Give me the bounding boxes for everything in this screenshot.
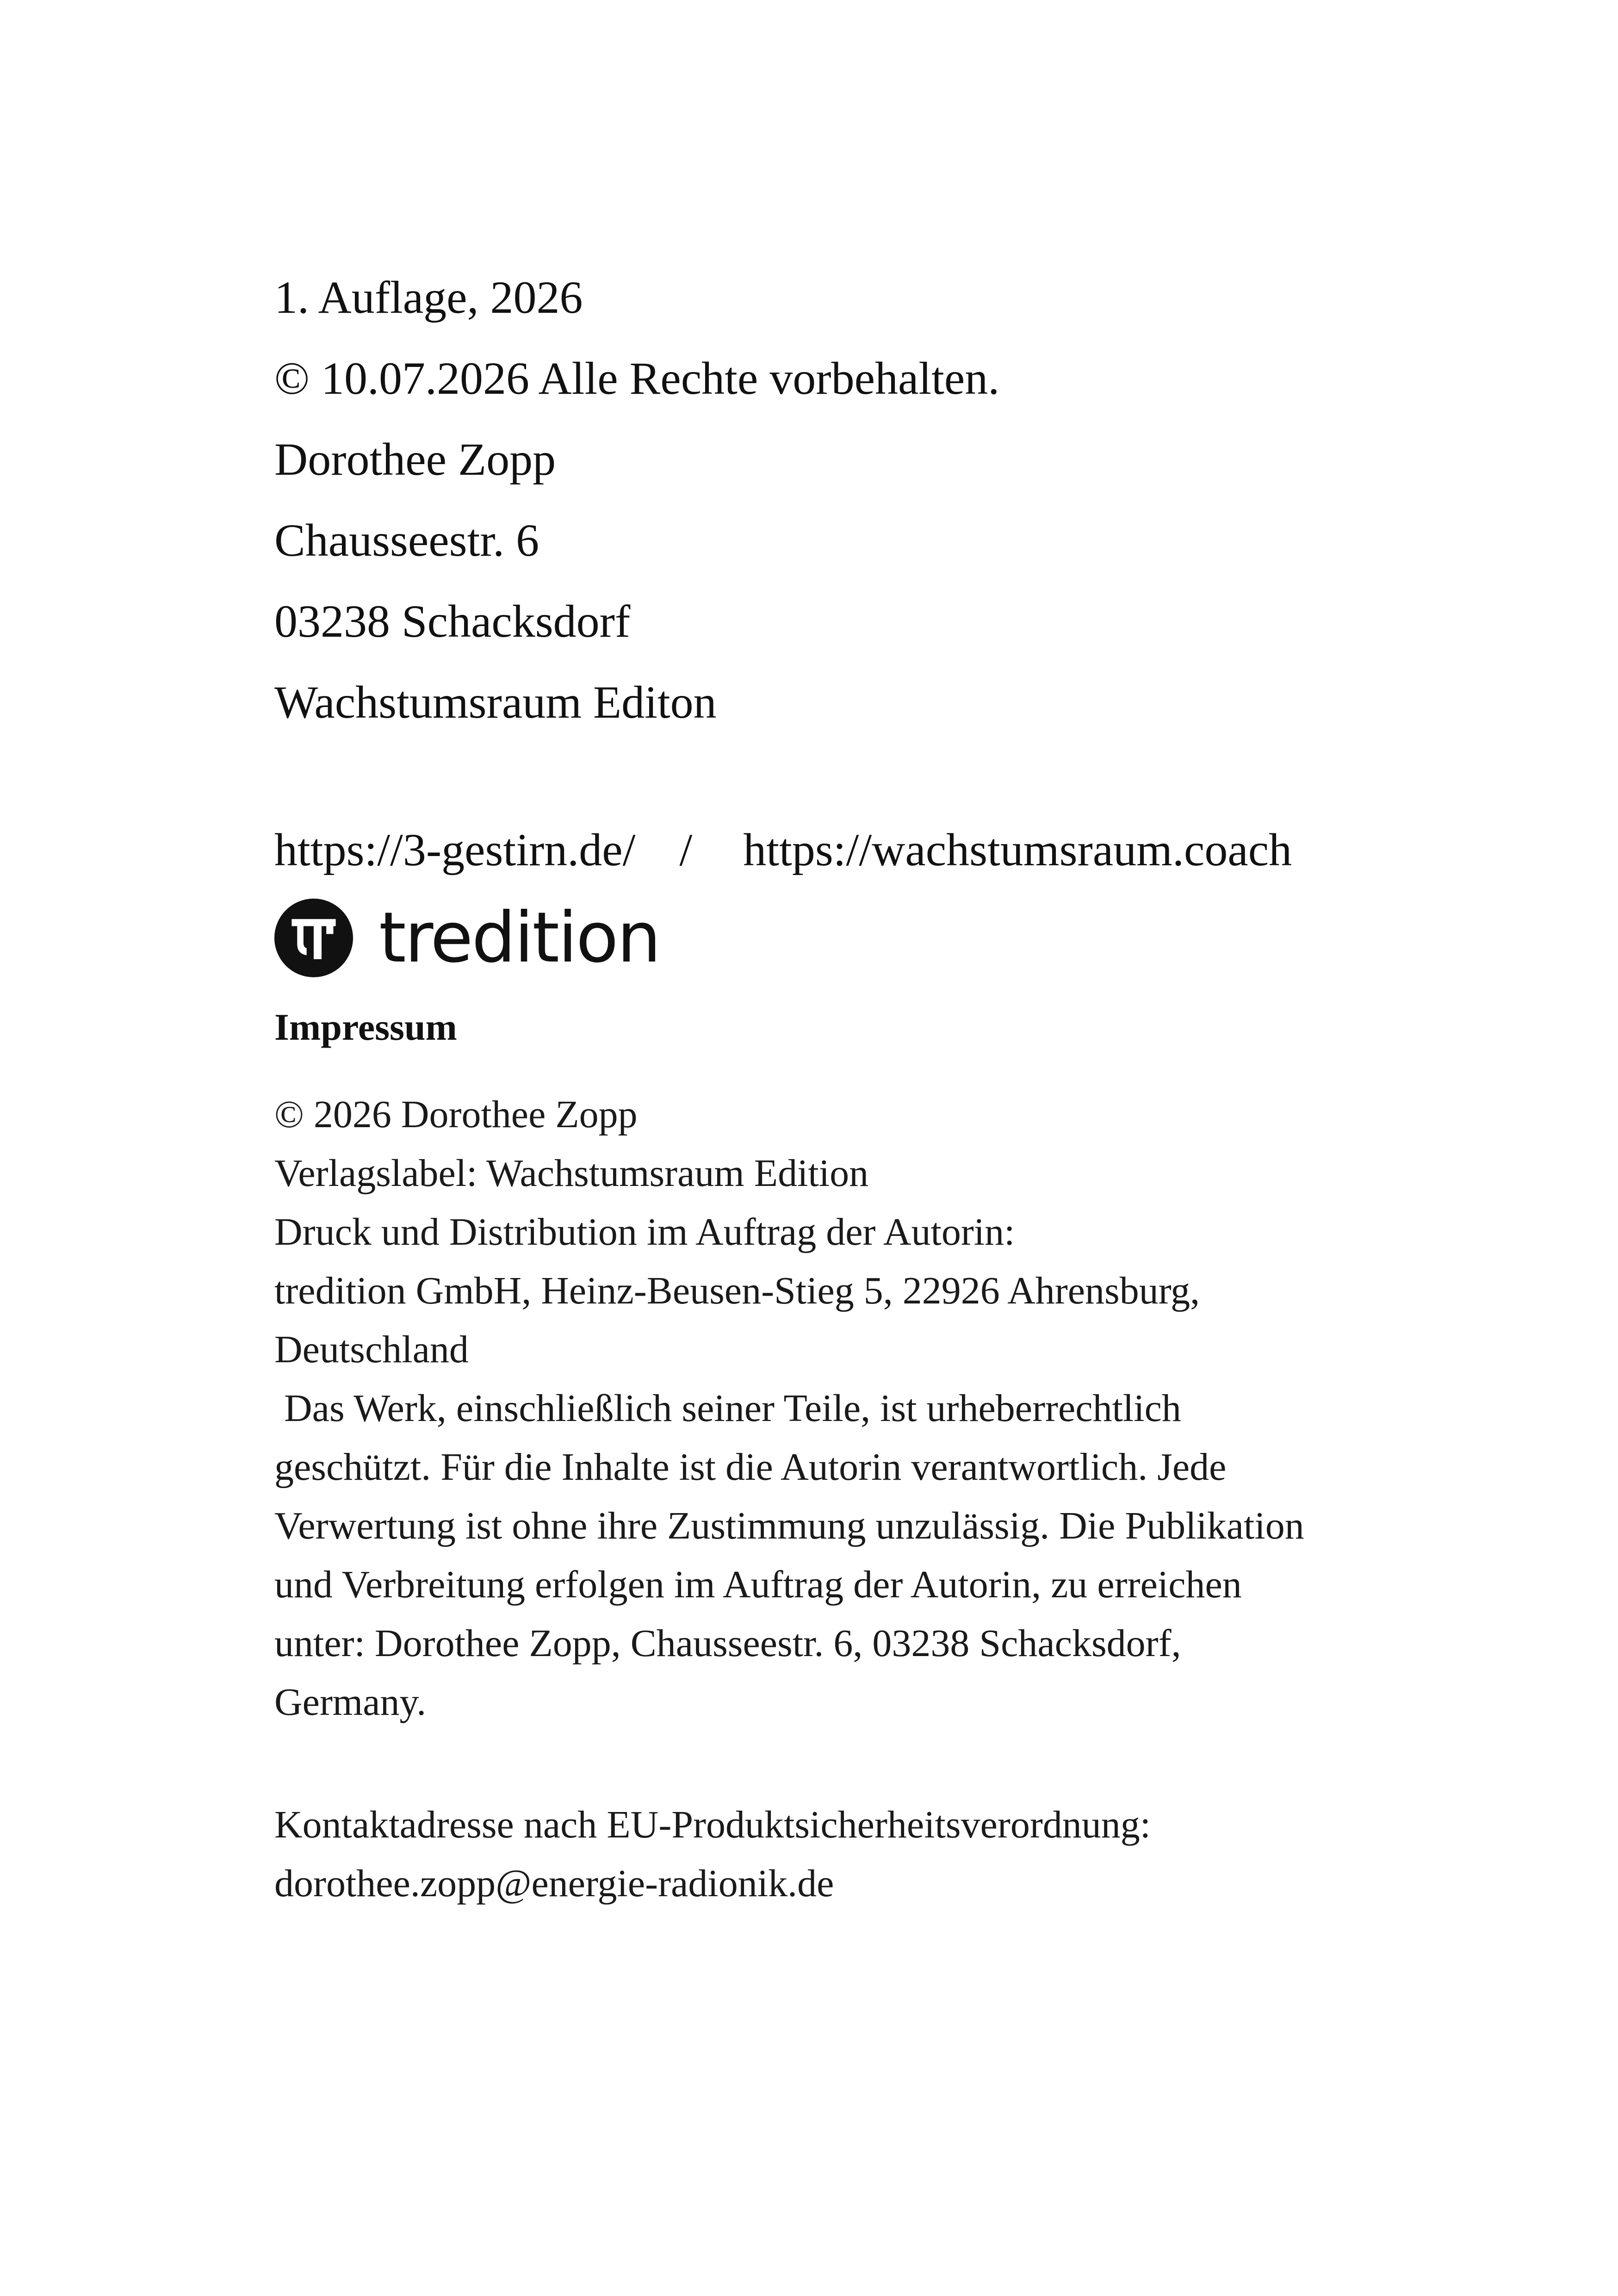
impressum-line: Germany. bbox=[274, 1681, 427, 1724]
street-address: Chausseestr. 6 bbox=[274, 515, 539, 566]
impressum-line: tredition GmbH, Heinz-Beusen-Stieg 5, 22926 Ahrensburg, bbox=[274, 1269, 1200, 1312]
website-link-wachstumsraum[interactable]: https://wachstumsraum.coach bbox=[743, 824, 1292, 875]
impressum-line: und Verbreitung erfolgen im Auftrag der Autorin, zu erreichen bbox=[274, 1563, 1242, 1606]
impressum-heading: Impressum bbox=[274, 1006, 457, 1048]
impressum-body bbox=[274, 1085, 1394, 1731]
postal-city: 03238 Schacksdorf bbox=[274, 596, 631, 647]
impressum-line: geschützt. Für die Inhalte ist die Autorin verantwortlich. Jede bbox=[274, 1446, 1227, 1489]
impressum-line: Deutschland bbox=[274, 1328, 469, 1371]
edition-info-block bbox=[274, 257, 1477, 743]
impressum-line: © 2026 Dorothee Zopp bbox=[274, 1093, 638, 1136]
contact-email[interactable]: dorothee.zopp@energie-radionik.de bbox=[274, 1862, 834, 1905]
tredition-logo-icon bbox=[274, 899, 353, 977]
contact-block bbox=[274, 1795, 1151, 1913]
impressum-line: Verlagslabel: Wachstumsraum Edition bbox=[274, 1152, 869, 1195]
impressum-line: Das Werk, einschließlich seiner Teile, ist urheberrechtlich bbox=[274, 1387, 1181, 1430]
contact-label: Kontaktadresse nach EU-Produktsicherheitsverordnung: bbox=[274, 1803, 1151, 1846]
website-links bbox=[274, 818, 1292, 882]
author-name: Dorothee Zopp bbox=[274, 434, 556, 485]
website-link-gestirn[interactable]: https://3-gestirn.de/ bbox=[274, 824, 636, 875]
impressum-line: Verwertung ist ohne ihre Zustimmung unzulässig. Die Publikation bbox=[274, 1504, 1304, 1547]
edition-line: 1. Auflage, 2026 bbox=[274, 272, 583, 323]
impressum-line: unter: Dorothee Zopp, Chausseestr. 6, 03238 Schacksdorf, bbox=[274, 1622, 1181, 1665]
impressum-line: Druck und Distribution im Auftrag der Autorin: bbox=[274, 1210, 1015, 1253]
tredition-logo bbox=[274, 899, 660, 977]
link-separator: / bbox=[679, 824, 693, 875]
copyright-line: © 10.07.2026 Alle Rechte vorbehalten. bbox=[274, 353, 1000, 404]
tredition-wordmark: tredition bbox=[379, 898, 660, 978]
publisher-label: Wachstumsraum Editon bbox=[274, 676, 717, 728]
